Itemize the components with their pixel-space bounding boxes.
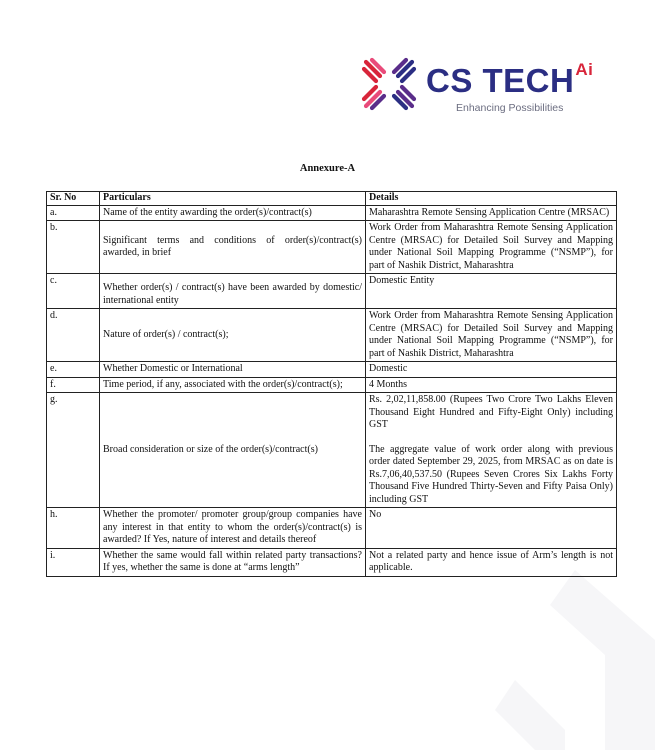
row-particulars: Whether Domestic or International	[100, 362, 366, 378]
table-row	[47, 205, 617, 221]
header-sr-no: Sr. No	[47, 192, 100, 206]
table-row	[47, 221, 617, 274]
row-sr: a.	[47, 205, 100, 221]
details-paragraph: Rs. 2,02,11,858.00 (Rupees Two Crore Two Lakhs Eleven Thousand Eight Hundred and Fifty-Eight Only) including GST	[369, 394, 613, 430]
row-sr: d.	[47, 309, 100, 362]
company-logo	[360, 56, 620, 120]
annexure-title: Annexure-A	[299, 163, 356, 174]
table-row	[47, 548, 617, 576]
row-sr: i.	[47, 548, 100, 576]
row-particulars: Significant terms and conditions of order(s)/contract(s) awarded, in brief	[100, 221, 366, 274]
row-particulars: Whether the promoter/ promoter group/group companies have any interest in that entity to whom the order(s)/contract(s) is awarded? If Yes, nature of interest and details thereof	[100, 508, 366, 549]
row-particulars: Nature of order(s) / contract(s);	[100, 309, 366, 362]
row-sr: c.	[47, 274, 100, 309]
row-details: Maharashtra Remote Sensing Application Centre (MRSAC)	[366, 205, 617, 221]
row-details: 4 Months	[366, 377, 617, 393]
row-details: Domestic	[366, 362, 617, 378]
row-sr: g.	[47, 393, 100, 508]
row-particulars: Time period, if any, associated with the order(s)/contract(s);	[100, 377, 366, 393]
table-row	[47, 393, 617, 508]
row-details: Work Order from Maharashtra Remote Sensing Application Centre (MRSAC) for Detailed Soil Survey and Mapping under National Soil Mapping Programme (“NSMP”), for part of Nashik District, Maharashtra	[366, 221, 617, 274]
row-details: Work Order from Maharashtra Remote Sensing Application Centre (MRSAC) for Detailed Soil Survey and Mapping under National Soil Mapping Programme (“NSMP”), for part of Nashik District, Maharashtra	[366, 309, 617, 362]
table-row	[47, 274, 617, 309]
brand-tagline: Enhancing Possibilities	[456, 102, 564, 114]
row-particulars: Whether the same would fall within related party transactions? If yes, whether the same is done at “arms length”	[100, 548, 366, 576]
details-paragraph: The aggregate value of work order along with previous order dated September 29, 2025, from MRSAC as on date is Rs.7,06,40,537.50 (Rupees Seven Crores Six Lakhs Forty Thousand Five Hundred Thirty-Seven and Fifty Paisa Only) including GST	[369, 443, 613, 505]
row-details: Not a related party and hence issue of Arm’s length is not applicable.	[366, 548, 617, 576]
table-row	[47, 377, 617, 393]
row-details: No	[366, 508, 617, 549]
row-sr: f.	[47, 377, 100, 393]
row-particulars: Name of the entity awarding the order(s)/contract(s)	[100, 205, 366, 221]
row-sr: e.	[47, 362, 100, 378]
row-particulars: Whether order(s) / contract(s) have been awarded by domestic/ international entity	[100, 274, 366, 309]
row-particulars: Broad consideration or size of the order(s)/contract(s)	[100, 393, 366, 508]
row-details: Domestic Entity	[366, 274, 617, 309]
table-row	[47, 508, 617, 549]
annexure-table	[46, 191, 617, 577]
row-sr: h.	[47, 508, 100, 549]
header-details: Details	[366, 192, 617, 206]
table-header-row	[47, 192, 617, 206]
header-particulars: Particulars	[100, 192, 366, 206]
brand-superscript: Ai	[575, 60, 594, 79]
table-row	[47, 309, 617, 362]
row-details	[366, 393, 617, 508]
brand-name: CS $TECH^{Ai}$	[426, 60, 594, 99]
row-sr: b.	[47, 221, 100, 274]
cs-tech-logo-icon	[360, 56, 418, 112]
table-row	[47, 362, 617, 378]
